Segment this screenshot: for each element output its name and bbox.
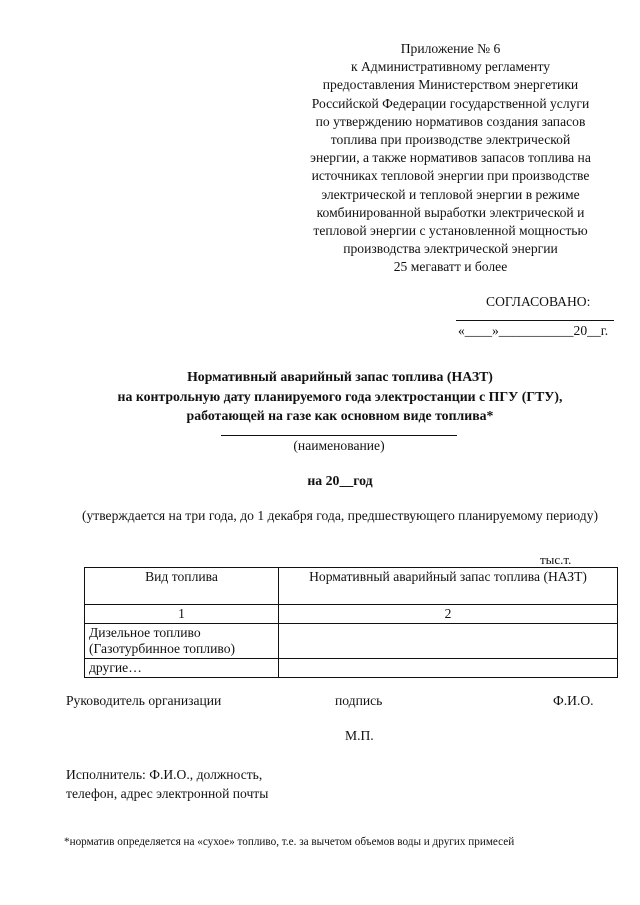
footnote: *норматив определяется на «сухое» топливо, т.е. за вычетом объемов воды и других примесей <box>64 836 515 848</box>
appendix-line: Приложение № 6 <box>400 41 501 56</box>
table-row <box>85 659 618 678</box>
appendix-line: производства электрической энергии <box>343 241 558 257</box>
signature-head: Руководитель организации <box>66 693 222 708</box>
name-fill-line <box>221 435 457 436</box>
appendix-line: 25 мегаватт и более <box>393 259 508 275</box>
table-number-cell: 1 <box>85 605 279 624</box>
table-number-row <box>85 605 618 624</box>
executor-line: телефон, адрес электронной почты <box>66 785 269 801</box>
table-cell-value <box>279 659 618 678</box>
table-header-cell: Нормативный аварийный запас топлива (НАЗТ) <box>279 568 618 605</box>
appendix-line: топлива при производстве электрической <box>330 132 571 148</box>
executor-block <box>66 766 268 803</box>
title-line: работающей на газе как основном виде топлива* <box>186 408 494 423</box>
appendix-line: тепловой энергии с установленной мощностью <box>313 223 588 239</box>
unit-label: тыс.т. <box>540 552 572 567</box>
table-cell-fuel: другие… <box>85 659 279 678</box>
title-line: Нормативный аварийный запас топлива (НАЗТ) <box>187 369 493 384</box>
appendix-line: комбинированной выработки электрической и <box>316 204 585 220</box>
reserve-table <box>84 567 618 678</box>
table-row <box>85 624 618 659</box>
appendix-line: Российской Федерации государственной услуги <box>311 95 590 111</box>
table-header-cell: Вид топлива <box>85 568 279 605</box>
appendix-line: предоставления Министерством энергетики <box>322 77 579 93</box>
signature-sign: подпись <box>335 693 383 708</box>
signature-fio: Ф.И.О. <box>553 693 594 708</box>
appendix-line: к Административному регламенту <box>350 59 551 75</box>
executor-line: Исполнитель: Ф.И.О., должность, <box>66 767 263 782</box>
approval-date: «____»___________20__г. <box>458 323 609 338</box>
name-caption: (наименование) <box>293 438 385 453</box>
appendix-line: энергии, а также нормативов запасов топлива на <box>310 150 591 166</box>
year-label: на 20__год <box>307 473 373 488</box>
approval-signature-line <box>456 320 614 321</box>
title-line: на контрольную дату планируемого года электростанции с ПГУ (ГТУ), <box>117 388 563 404</box>
table-header-row <box>85 568 618 605</box>
approval-label: СОГЛАСОВАНО: <box>486 294 591 309</box>
table-cell-value <box>279 624 618 659</box>
approval-note: (утверждается на три года, до 1 декабря года, предшествующего планируемому периоду) <box>81 508 599 523</box>
table-number-cell: 2 <box>279 605 618 624</box>
appendix-line: электрической и тепловой энергии в режиме <box>321 186 580 202</box>
appendix-header <box>288 40 613 277</box>
table-cell-fuel: Дизельное топливо (Газотурбинное топливо) <box>85 624 279 659</box>
document-title <box>60 367 620 426</box>
appendix-line: источниках тепловой энергии при производстве <box>311 168 590 184</box>
stamp-place: М.П. <box>345 728 374 743</box>
appendix-line: по утверждению нормативов создания запасов <box>315 113 586 129</box>
